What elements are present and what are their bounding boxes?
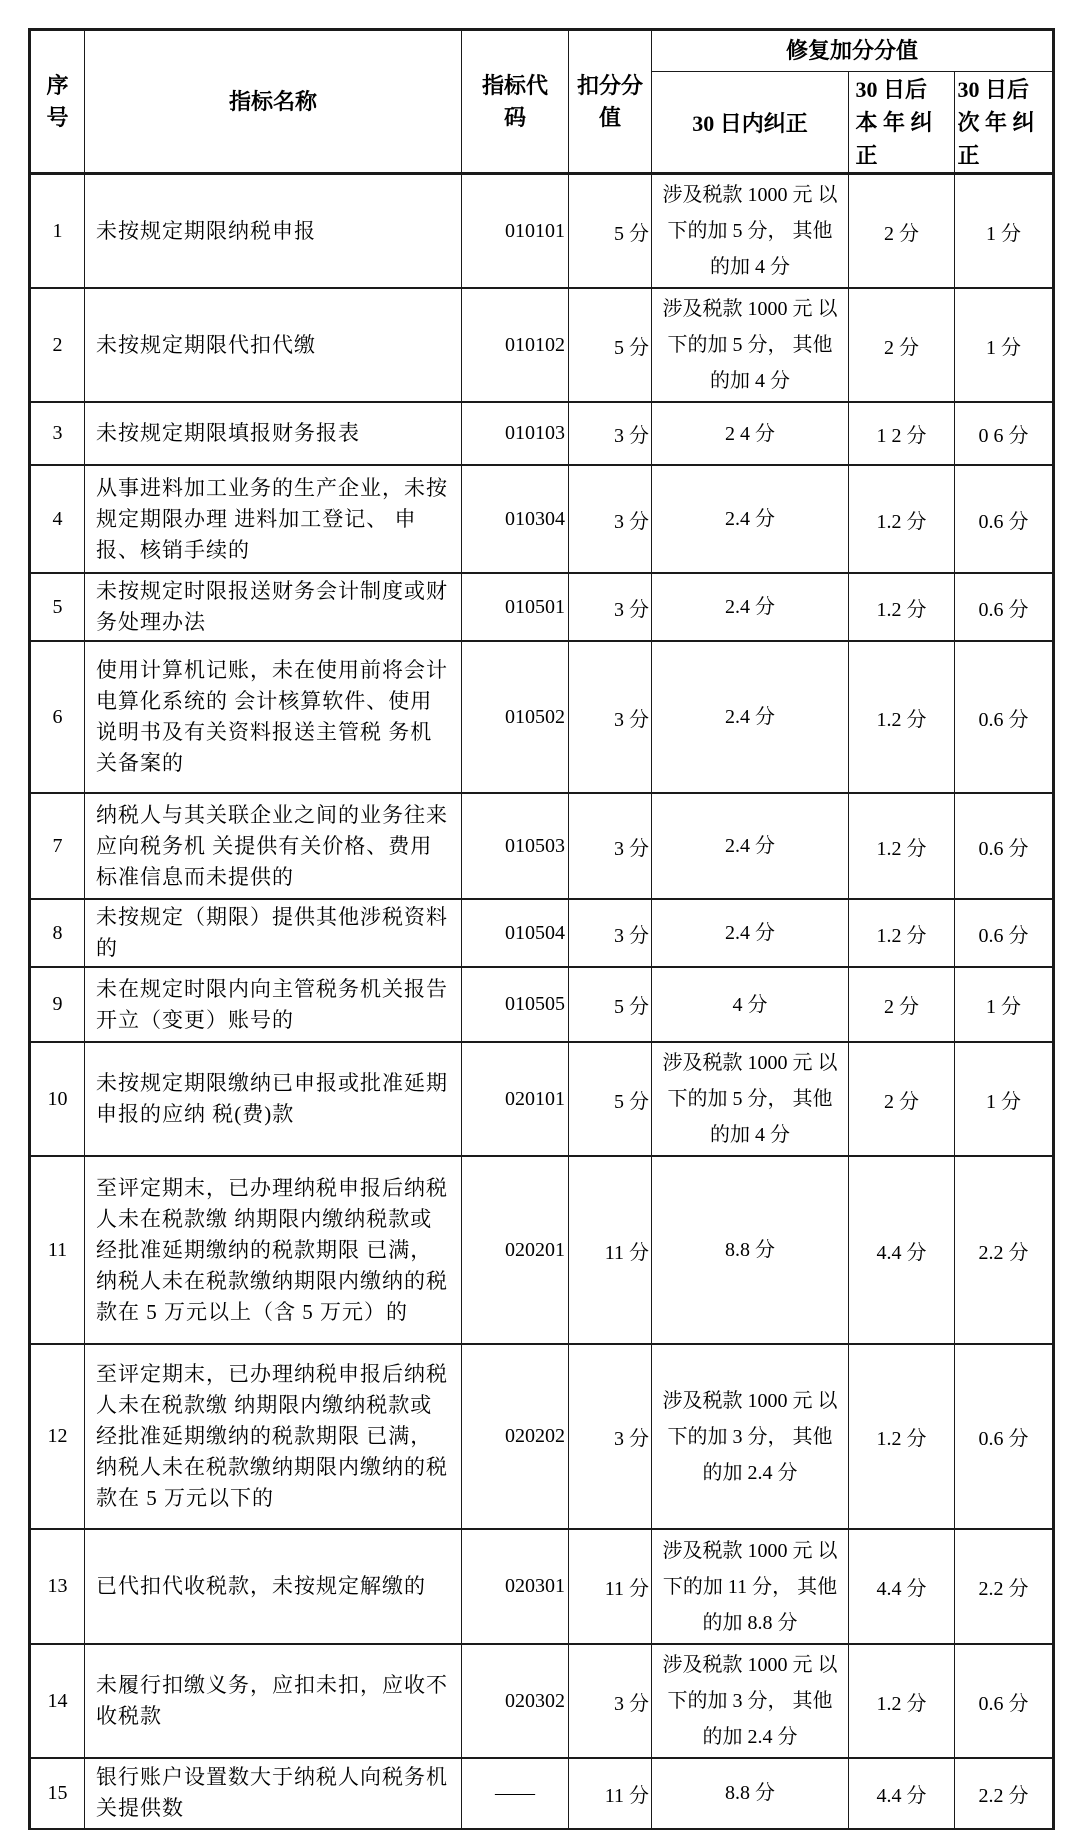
col-header-name-label: 指标名称 xyxy=(228,88,317,114)
row-3-this-year-cell: 1 2 分 xyxy=(849,402,955,465)
table-row xyxy=(30,1156,1054,1344)
row-11-code-cell: 020201 xyxy=(462,1156,569,1344)
row-2-next-year-cell: 1 分 xyxy=(955,288,1054,402)
row-4-seq-cell: 4 xyxy=(30,465,85,573)
col-header-repair-group-label: 修复加分分值 xyxy=(785,38,918,63)
row-12-seq-cell: 12 xyxy=(30,1344,85,1529)
tax-indicator-score-table xyxy=(28,28,1055,1830)
row-12-this-year-cell: 1.2 分 xyxy=(849,1344,955,1529)
row-9-code-cell: 010505 xyxy=(462,967,569,1042)
row-14-deduct-cell: 3 分 xyxy=(569,1644,652,1758)
row-15-seq-cell: 15 xyxy=(30,1758,85,1829)
row-3-name-cell: 未按规定期限填报财务报表 xyxy=(85,402,462,465)
row-8-seq-cell: 8 xyxy=(30,899,85,967)
row-13-name-cell: 已代扣代收税款，未按规定解缴的 xyxy=(85,1529,462,1644)
row-5-seq-cell: 5 xyxy=(30,573,85,641)
table-row xyxy=(30,573,1054,641)
row-14-seq-cell: 14 xyxy=(30,1644,85,1758)
row-6-this-year-cell: 1.2 分 xyxy=(849,641,955,793)
col-header-after30-this-year xyxy=(849,72,955,174)
table-row xyxy=(30,793,1054,899)
row-7-this-year-cell: 1.2 分 xyxy=(849,793,955,899)
row-8-name-cell: 未按规定（期限）提供其他涉税资料的 xyxy=(85,899,462,967)
row-11-within30-cell: 8.8 分 xyxy=(652,1156,849,1344)
row-7-seq-cell: 7 xyxy=(30,793,85,899)
row-5-within30-cell: 2.4 分 xyxy=(652,573,849,641)
row-15-name-cell: 银行账户设置数大于纳税人向税务机关提供数 xyxy=(85,1758,462,1829)
row-14-within30-cell: 涉及税款 1000 元 以下的加 3 分， 其他的加 2.4 分 xyxy=(652,1644,849,1758)
col-header-code xyxy=(462,30,569,174)
row-3-within30-cell: 2 4 分 xyxy=(652,402,849,465)
row-2-seq-cell: 2 xyxy=(30,288,85,402)
header-row-group xyxy=(30,30,1054,72)
row-13-seq-cell: 13 xyxy=(30,1529,85,1644)
row-8-within30-cell: 2.4 分 xyxy=(652,899,849,967)
row-9-name-cell: 未在规定时限内向主管税务机关报告开立（变更）账号的 xyxy=(85,967,462,1042)
row-15-within30-cell: 8.8 分 xyxy=(652,1758,849,1829)
row-15-deduct-cell: 11 分 xyxy=(569,1758,652,1829)
table-row xyxy=(30,288,1054,402)
row-6-name-cell: 使用计算机记账，未在使用前将会计电算化系统的 会计核算软件、使用说明书及有关资料报送主管税 务机关备案的 xyxy=(85,641,462,793)
table-row xyxy=(30,967,1054,1042)
row-4-deduct-cell: 3 分 xyxy=(569,465,652,573)
row-1-deduct-cell: 5 分 xyxy=(569,174,652,289)
row-9-seq-cell: 9 xyxy=(30,967,85,1042)
row-1-name-cell: 未按规定期限纳税申报 xyxy=(85,174,462,289)
row-10-within30-cell: 涉及税款 1000 元 以下的加 5 分， 其他的加 4 分 xyxy=(652,1042,849,1156)
row-9-this-year-cell: 2 分 xyxy=(849,967,955,1042)
row-12-code-cell: 020202 xyxy=(462,1344,569,1529)
row-2-this-year-cell: 2 分 xyxy=(849,288,955,402)
row-5-this-year-cell: 1.2 分 xyxy=(849,573,955,641)
row-13-deduct-cell: 11 分 xyxy=(569,1529,652,1644)
row-14-this-year-cell: 1.2 分 xyxy=(849,1644,955,1758)
row-11-this-year-cell: 4.4 分 xyxy=(849,1156,955,1344)
row-4-within30-cell: 2.4 分 xyxy=(652,465,849,573)
col-header-seq xyxy=(30,30,85,174)
row-7-deduct-cell: 3 分 xyxy=(569,793,652,899)
row-1-this-year-cell: 2 分 xyxy=(849,174,955,289)
row-4-code-cell: 010304 xyxy=(462,465,569,573)
row-4-this-year-cell: 1.2 分 xyxy=(849,465,955,573)
row-3-seq-cell: 3 xyxy=(30,402,85,465)
table-row xyxy=(30,899,1054,967)
table-row xyxy=(30,1042,1054,1156)
row-2-within30-cell: 涉及税款 1000 元 以下的加 5 分， 其他的加 4 分 xyxy=(652,288,849,402)
row-3-next-year-cell: 0 6 分 xyxy=(955,402,1054,465)
row-11-next-year-cell: 2.2 分 xyxy=(955,1156,1054,1344)
row-3-code-cell: 010103 xyxy=(462,402,569,465)
row-8-code-cell: 010504 xyxy=(462,899,569,967)
row-5-name-cell: 未按规定时限报送财务会计制度或财务处理办法 xyxy=(85,573,462,641)
row-11-seq-cell: 11 xyxy=(30,1156,85,1344)
row-12-deduct-cell: 3 分 xyxy=(569,1344,652,1529)
row-13-code-cell: 020301 xyxy=(462,1529,569,1644)
row-10-code-cell: 020101 xyxy=(462,1042,569,1156)
col-header-code-label: 指标代码 xyxy=(481,72,548,130)
row-10-deduct-cell: 5 分 xyxy=(569,1042,652,1156)
row-6-next-year-cell: 0.6 分 xyxy=(955,641,1054,793)
col-header-within30-label: 30 日内纠正 xyxy=(692,110,808,136)
table-row xyxy=(30,1344,1054,1529)
row-5-next-year-cell: 0.6 分 xyxy=(955,573,1054,641)
row-1-code-cell: 010101 xyxy=(462,174,569,289)
row-11-deduct-cell: 11 分 xyxy=(569,1156,652,1344)
row-9-within30-cell: 4 分 xyxy=(652,967,849,1042)
row-10-name-cell: 未按规定期限缴纳已申报或批准延期申报的应纳 税(费)款 xyxy=(85,1042,462,1156)
row-12-next-year-cell: 0.6 分 xyxy=(955,1344,1054,1529)
table-row xyxy=(30,1758,1054,1829)
col-header-after30-this-year-label: 30 日后 本 年 纠 正 xyxy=(855,76,933,168)
table-row xyxy=(30,641,1054,793)
row-8-deduct-cell: 3 分 xyxy=(569,899,652,967)
col-header-repair-group xyxy=(652,30,1054,72)
row-3-deduct-cell: 3 分 xyxy=(569,402,652,465)
row-7-code-cell: 010503 xyxy=(462,793,569,899)
table-row xyxy=(30,402,1054,465)
col-header-within30 xyxy=(652,72,849,174)
row-6-deduct-cell: 3 分 xyxy=(569,641,652,793)
row-6-within30-cell: 2.4 分 xyxy=(652,641,849,793)
table-row xyxy=(30,1529,1054,1644)
row-4-next-year-cell: 0.6 分 xyxy=(955,465,1054,573)
row-7-within30-cell: 2.4 分 xyxy=(652,793,849,899)
row-1-within30-cell: 涉及税款 1000 元 以下的加 5 分， 其他的加 4 分 xyxy=(652,174,849,289)
row-6-seq-cell: 6 xyxy=(30,641,85,793)
table-row xyxy=(30,1644,1054,1758)
row-4-name-cell: 从事进料加工业务的生产企业，未按规定期限办理 进料加工登记、 申报、核销手续的 xyxy=(85,465,462,573)
row-15-this-year-cell: 4.4 分 xyxy=(849,1758,955,1829)
row-2-code-cell: 010102 xyxy=(462,288,569,402)
row-2-name-cell: 未按规定期限代扣代缴 xyxy=(85,288,462,402)
col-header-after30-next-year xyxy=(955,72,1054,174)
row-2-deduct-cell: 5 分 xyxy=(569,288,652,402)
col-header-after30-next-year-label: 30 日后 次 年 纠 正 xyxy=(957,76,1035,168)
row-6-code-cell: 010502 xyxy=(462,641,569,793)
row-7-next-year-cell: 0.6 分 xyxy=(955,793,1054,899)
col-header-deduct xyxy=(569,30,652,174)
row-1-seq-cell: 1 xyxy=(30,174,85,289)
row-8-this-year-cell: 1.2 分 xyxy=(849,899,955,967)
row-9-next-year-cell: 1 分 xyxy=(955,967,1054,1042)
row-5-deduct-cell: 3 分 xyxy=(569,573,652,641)
row-15-code-cell: —— xyxy=(462,1758,569,1829)
col-header-seq-label: 序号 xyxy=(46,72,69,130)
row-1-next-year-cell: 1 分 xyxy=(955,174,1054,289)
row-13-this-year-cell: 4.4 分 xyxy=(849,1529,955,1644)
row-15-next-year-cell: 2.2 分 xyxy=(955,1758,1054,1829)
row-10-this-year-cell: 2 分 xyxy=(849,1042,955,1156)
table-row xyxy=(30,465,1054,573)
row-10-next-year-cell: 1 分 xyxy=(955,1042,1054,1156)
table-row xyxy=(30,174,1054,289)
row-11-name-cell: 至评定期末，已办理纳税申报后纳税人未在税款缴 纳期限内缴纳税款或经批准延期缴纳的税款期限 已满，纳税人未在税款缴纳期限内缴纳的税款在 5 万元以上（含 5 万元）的 xyxy=(85,1156,462,1344)
row-12-within30-cell: 涉及税款 1000 元 以下的加 3 分， 其他的加 2.4 分 xyxy=(652,1344,849,1529)
row-14-name-cell: 未履行扣缴义务，应扣未扣，应收不收税款 xyxy=(85,1644,462,1758)
row-9-deduct-cell: 5 分 xyxy=(569,967,652,1042)
row-7-name-cell: 纳税人与其关联企业之间的业务往来应向税务机 关提供有关价格、费用标准信息而未提供的 xyxy=(85,793,462,899)
row-14-code-cell: 020302 xyxy=(462,1644,569,1758)
row-10-seq-cell: 10 xyxy=(30,1042,85,1156)
row-5-code-cell: 010501 xyxy=(462,573,569,641)
col-header-deduct-label: 扣分分值 xyxy=(576,72,643,130)
row-13-within30-cell: 涉及税款 1000 元 以下的加 11 分， 其他的加 8.8 分 xyxy=(652,1529,849,1644)
row-14-next-year-cell: 0.6 分 xyxy=(955,1644,1054,1758)
row-12-name-cell: 至评定期末，已办理纳税申报后纳税人未在税款缴 纳期限内缴纳税款或经批准延期缴纳的税款期限 已满，纳税人未在税款缴纳期限内缴纳的税款在 5 万元以下的 xyxy=(85,1344,462,1529)
col-header-name xyxy=(85,30,462,174)
row-8-next-year-cell: 0.6 分 xyxy=(955,899,1054,967)
row-13-next-year-cell: 2.2 分 xyxy=(955,1529,1054,1644)
